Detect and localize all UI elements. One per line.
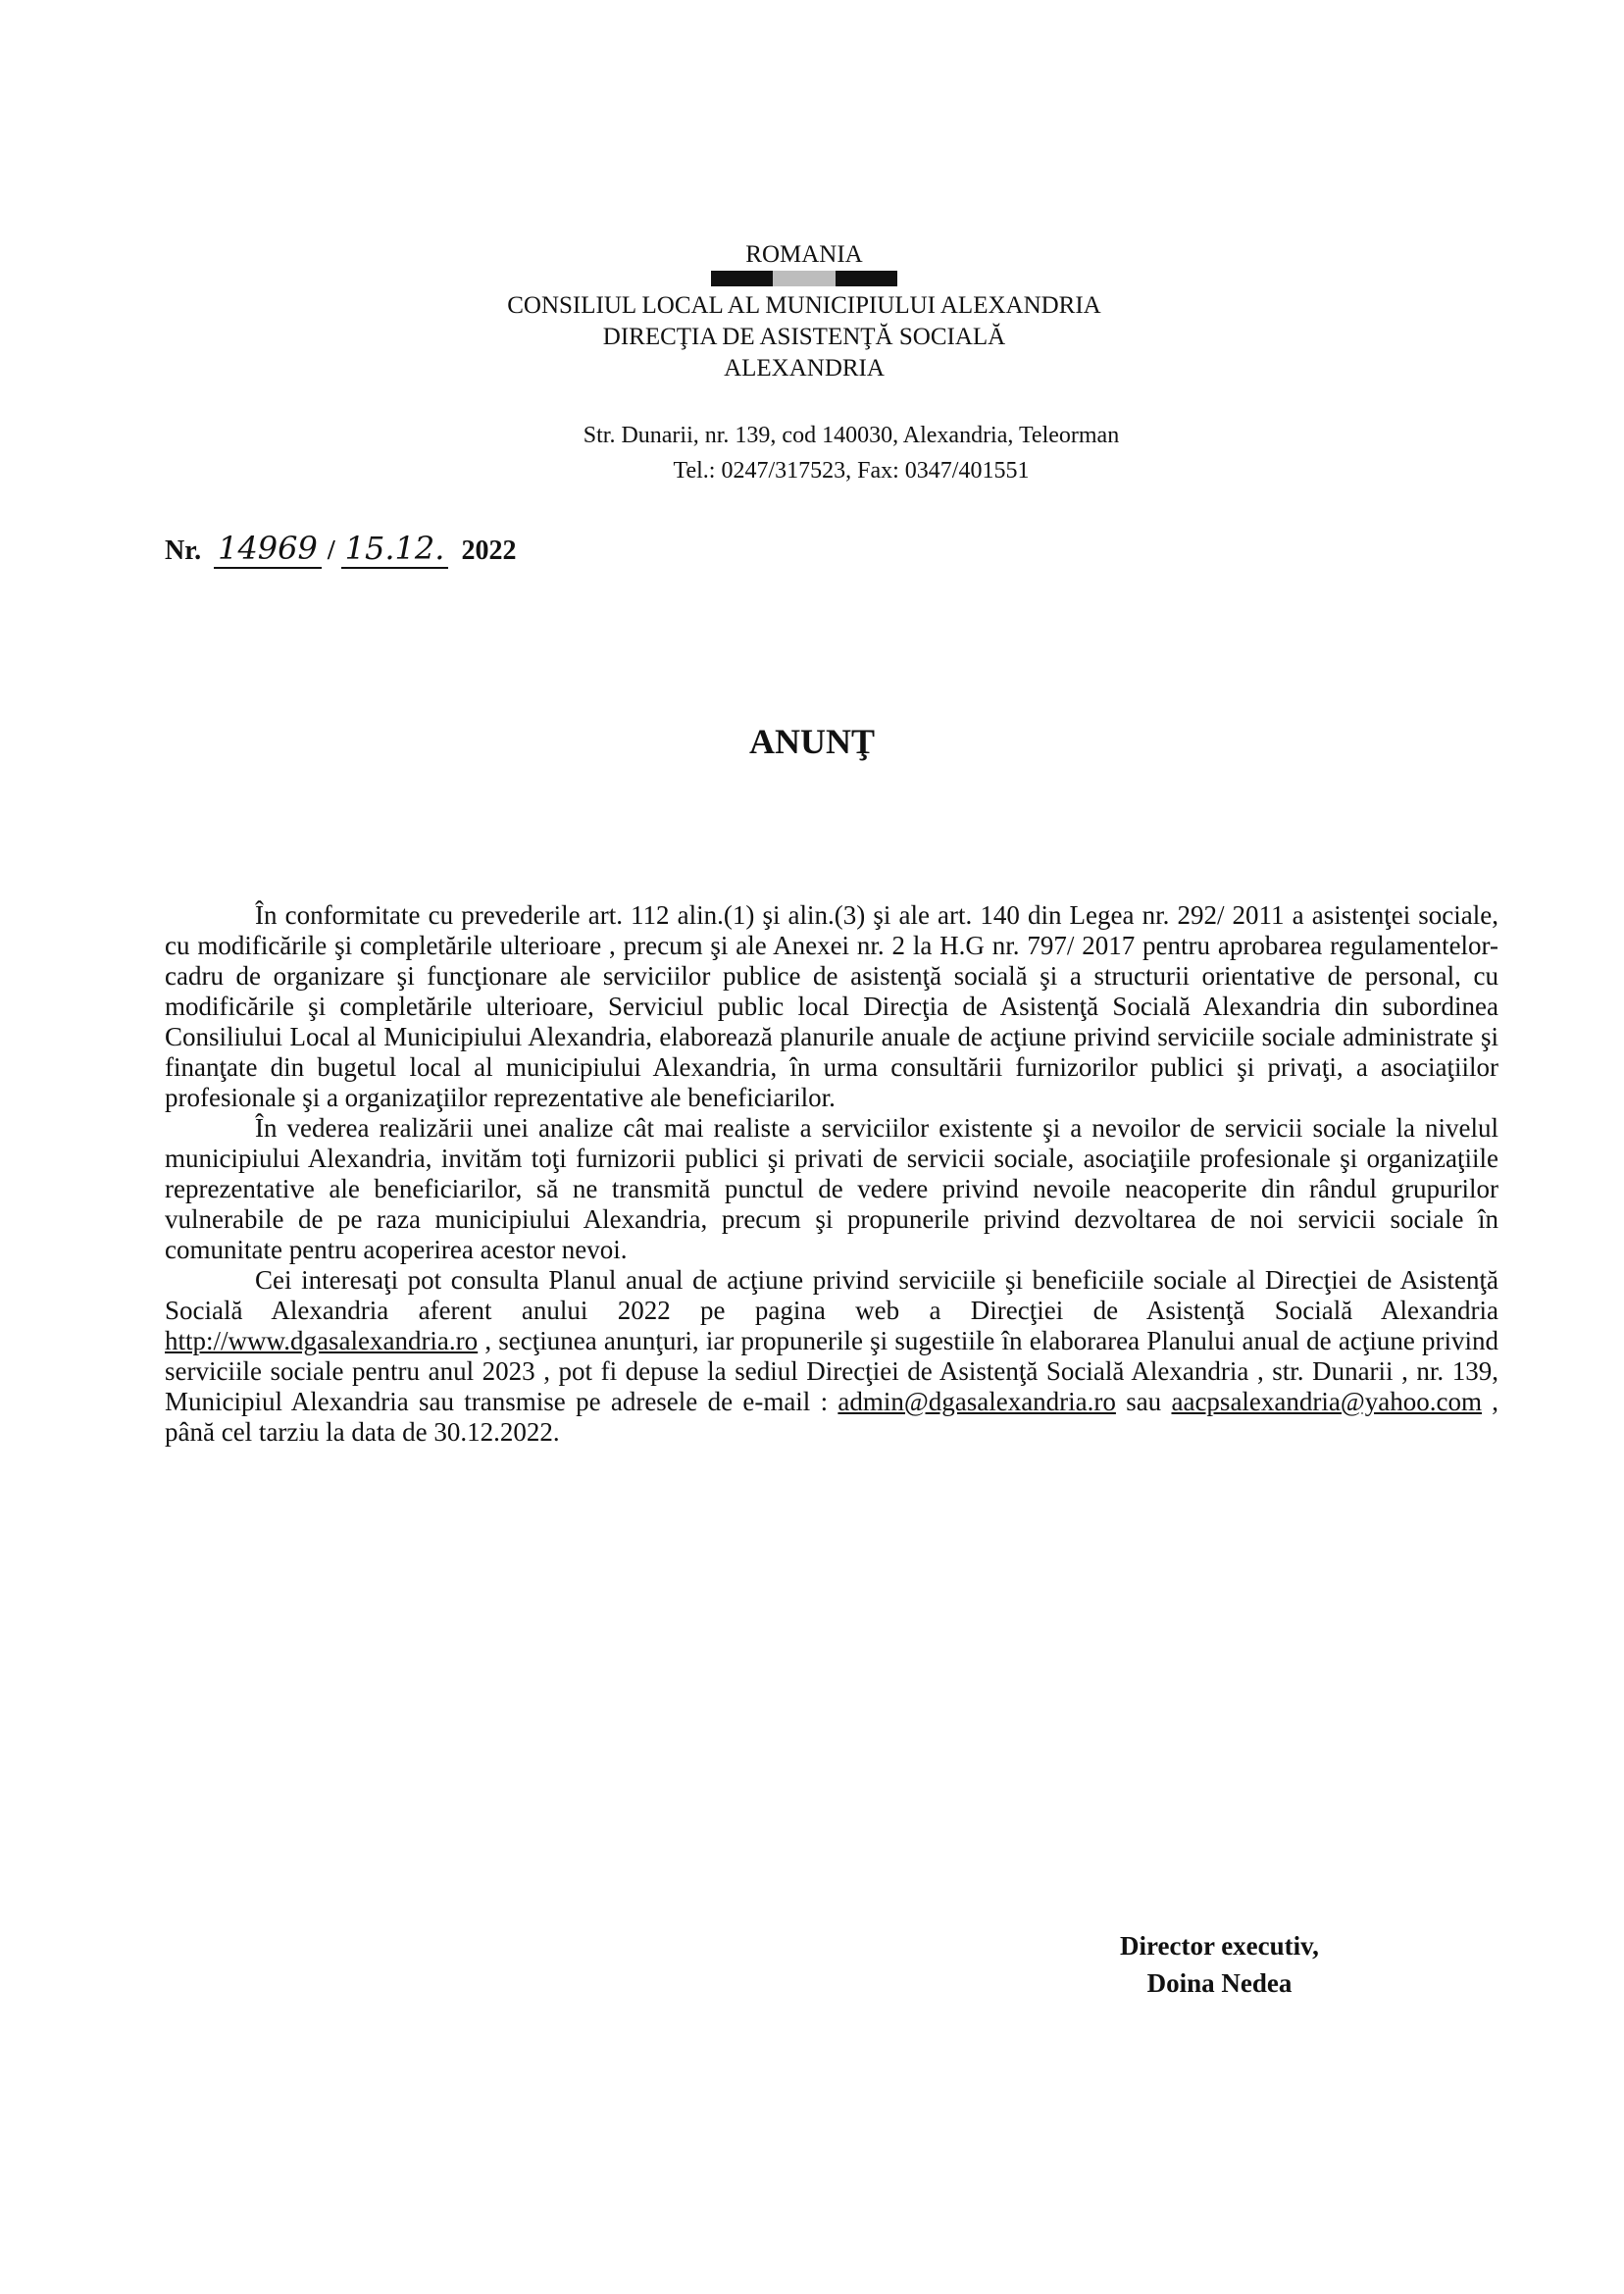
signature-block	[1120, 1927, 1319, 2002]
document-title: ANUNŢ	[748, 722, 875, 761]
flag-stripe-2	[773, 271, 835, 286]
registration-separator: /	[327, 535, 335, 566]
address-line: Str. Dunarii, nr. 139, cod 140030, Alexandria, Teleorman	[583, 423, 1120, 448]
paragraph-3	[165, 1265, 1498, 1448]
paragraph-3-text-b: , secţiunea anunţuri, iar propunerile şi sugestiile în elaborarea Planului anual de acţiune privind serviciile sociale pentru anul 2023 , pot fi depuse la sediul Direcţiei de Asistenţă Socială Alexandria , str. Dunarii , nr. 139, Municipiul Alexandria sau transmise pe adresele de e-mail :	[165, 1326, 1498, 1416]
paragraph-3-text-a: Cei interesaţi pot consulta Planul anual de acţiune privind serviciile şi beneficiile sociale al Direcţiei de Asistenţă Socială Alexandria aferent anului 2022 pe pagina web a Direcţiei de Asistenţă Socială Alexandria	[165, 1265, 1498, 1325]
council-name: CONSILIUL LOCAL AL MUNICIPIULUI ALEXANDRIA	[507, 292, 1101, 319]
directorate-name: DIRECŢIA DE ASISTENŢĂ SOCIALĂ	[602, 324, 1006, 350]
paragraph-2: În vederea realizării unei analize cât mai realiste a serviciilor existente şi a nevoilor de servicii sociale la nivelul municipiului Alexandria, invităm toţi furnizorii publici şi privati de servicii sociale, asociaţiile profesionale şi organizaţiile reprezentative ale beneficiarilor, să ne transmită punctul de vedere privind nevoile neacoperite din rândul grupurilor vulnerabile de pe raza municipiului Alexandria, precum şi propunerile privind dezvoltarea de noi servicii sociale în comunitate pentru acoperirea acestor nevoi.	[165, 1113, 1498, 1264]
email-link-aacps[interactable]: aacpsalexandria@yahoo.com	[1171, 1387, 1482, 1416]
handwritten-number: 14969	[214, 530, 322, 569]
paragraph-3-text-d: , până cel tarziu la data de 30.12.2022.	[165, 1387, 1499, 1447]
flag-bar	[711, 271, 897, 286]
paragraph-1: În conformitate cu prevederile art. 112 alin.(1) şi alin.(3) şi ale art. 140 din Legea nr. 292/ 2011 a asistenţei sociale, cu modificările şi completările ulterioare , precum şi ale Anexei nr. 2 la H.G nr. 797/ 2017 pentru aprobarea regulamentelor-cadru de organizare şi funcţionare ale serviciilor publice de asistenţă socială şi a structurii orientative de personal, cu modificările şi completările ulterioare, Serviciul public local Direcţia de Asistenţă Socială Alexandria din subordinea Consiliului Local al Municipiului Alexandria, elaborează planurile anuale de acţiune privind serviciile sociale administrate şi finanţate din bugetul local al municipiului Alexandria, în urma consultării furnizorilor publici şi privaţi, a asociaţiilor profesionale şi a organizaţiilor reprezentative ale beneficiarilor.	[165, 900, 1498, 1112]
announcement-body	[165, 900, 1498, 1448]
signatory-name: Doina Nedea	[1146, 1968, 1293, 1998]
letterhead	[412, 239, 1196, 384]
website-link[interactable]: http://www.dgasalexandria.ro	[165, 1326, 479, 1355]
signatory-role: Director executiv,	[1120, 1931, 1319, 1961]
registration-prefix: Nr.	[165, 535, 202, 566]
contact-line: Tel.: 0247/317523, Fax: 0347/401551	[673, 458, 1030, 484]
email-link-admin[interactable]: admin@dgasalexandria.ro	[837, 1387, 1116, 1416]
registration-year: 2022	[461, 535, 517, 566]
country-name: ROMANIA	[745, 241, 863, 268]
flag-stripe-3	[836, 271, 897, 286]
paragraph-3-text-c: sau	[1115, 1387, 1172, 1416]
registration-number	[165, 530, 516, 569]
handwritten-date: 15.12.	[341, 530, 449, 569]
city-name: ALEXANDRIA	[724, 355, 885, 382]
address-block	[469, 418, 1234, 488]
flag-stripe-1	[711, 271, 773, 286]
